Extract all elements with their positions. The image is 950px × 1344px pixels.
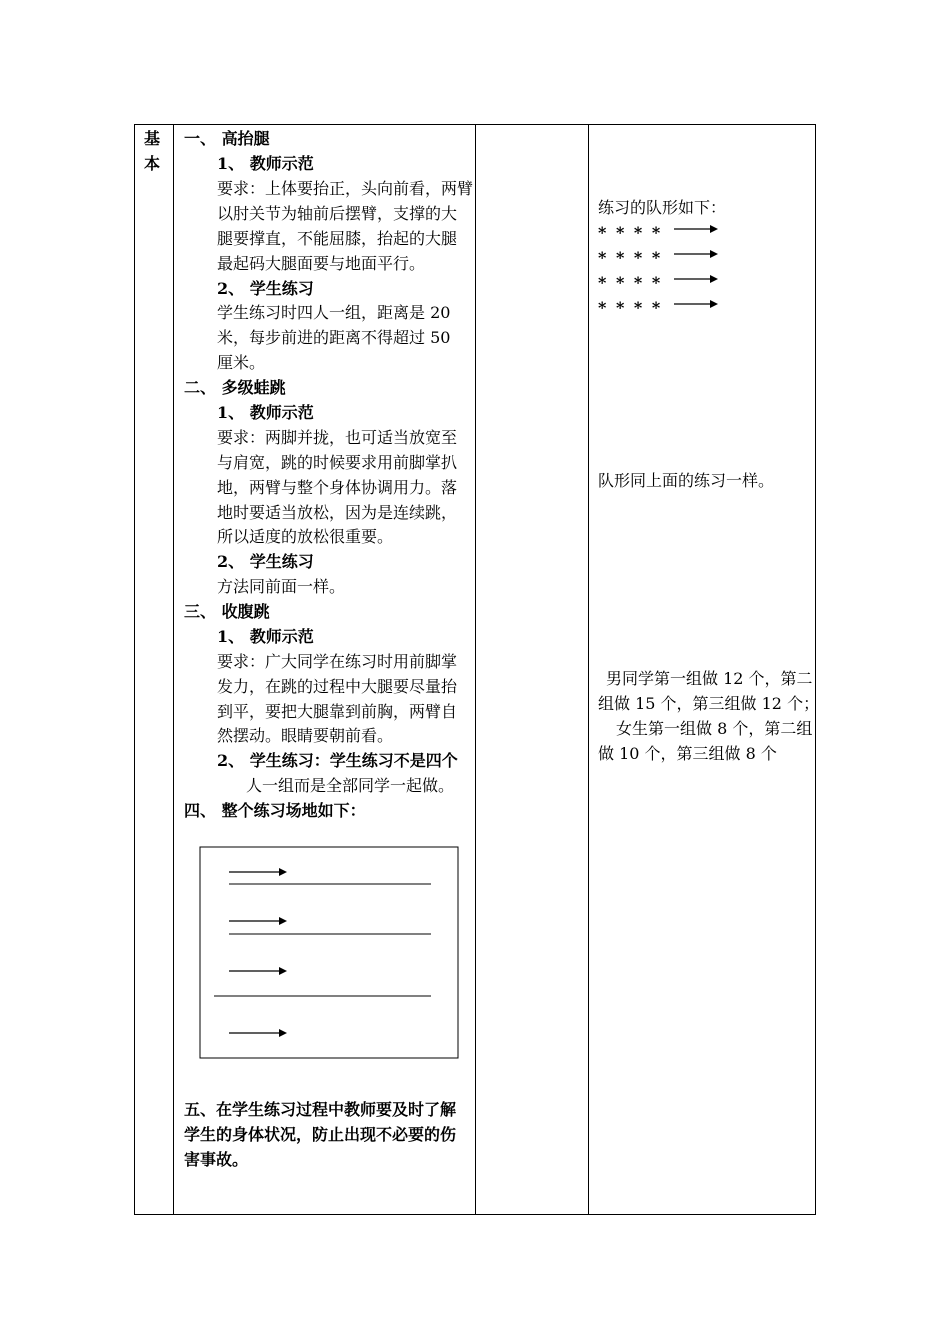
section-4-title: 四、 整个练习场地如下： <box>184 801 366 820</box>
counts-line: 组做 15 个，第三组做 12 个； <box>598 694 820 713</box>
table-border-left <box>134 124 135 1215</box>
section-3-req-line: 发力，在跳的过程中大腿要尽量抬 <box>217 677 458 696</box>
section-2-req-line: 地，两臂与整个身体协调用力。落 <box>217 478 458 497</box>
section-1-demo: 1、 教师示范 <box>217 154 314 173</box>
section-5-line: 五、在学生练习过程中教师要及时了解 <box>184 1100 457 1119</box>
formation-title: 练习的队形如下： <box>598 198 727 217</box>
section-2-practice-text: 方法同前面一样。 <box>217 577 346 596</box>
section-1-req-line: 腿要撑直，不能屈膝，抬起的大腿 <box>217 229 458 248</box>
section-3-req-line: 到平，要把大腿靠到前胸，两臂自 <box>217 702 458 721</box>
category-char-2: 本 <box>144 154 161 173</box>
section-3-req-line: 然摆动。眼睛要朝前看。 <box>217 726 394 745</box>
lane-arrow-icon <box>229 1029 287 1037</box>
section-1-practice: 2、 学生练习 <box>217 279 314 298</box>
same-formation-note: 队形同上面的练习一样。 <box>598 471 775 490</box>
formation-arrow-icon <box>672 247 722 261</box>
category-char-1: 基 <box>144 129 161 148</box>
formation-row: * * * * <box>598 248 663 267</box>
field-boundary <box>200 847 458 1058</box>
section-2-req-line: 地时要适当放松，因为是连续跳， <box>217 503 458 522</box>
section-2-req-line: 所以适度的放松很重要。 <box>217 527 394 546</box>
section-2-req-line: 与肩宽，跳的时候要求用前脚掌扒 <box>217 453 458 472</box>
formation-arrow-icon <box>672 297 722 311</box>
section-2-demo: 1、 教师示范 <box>217 403 314 422</box>
table-border-right <box>815 124 816 1215</box>
section-3-req-line: 要求：广大同学在练习时用前脚掌 <box>217 652 458 671</box>
column-divider-3 <box>588 124 589 1215</box>
lane-arrow-icon <box>229 868 287 876</box>
section-2-req-line: 要求：两脚并拢，也可适当放宽至 <box>217 428 458 447</box>
field-diagram <box>195 842 465 1062</box>
section-1-req-line: 要求：上体要抬正，头向前看，两臂 <box>217 179 474 198</box>
column-divider-2 <box>475 124 476 1215</box>
section-3-practice-line: 2、 学生练习：学生练习不是四个 <box>217 751 458 770</box>
counts-line: 男同学第一组做 12 个，第二 <box>606 669 813 688</box>
section-1-practice-line: 厘米。 <box>217 353 266 372</box>
section-3-title: 三、 收腹跳 <box>184 602 270 621</box>
section-2-practice: 2、 学生练习 <box>217 552 314 571</box>
section-2-title: 二、 多级蛙跳 <box>184 378 286 397</box>
counts-line: 女生第一组做 8 个，第二组 <box>616 719 813 738</box>
formation-arrow-icon <box>672 272 722 286</box>
formation-row: * * * * <box>598 273 663 292</box>
formation-row: * * * * <box>598 223 663 242</box>
section-3-practice-line: 人一组而是全部同学一起做。 <box>246 776 455 795</box>
section-5-line: 害事故。 <box>184 1150 249 1169</box>
lane-arrow-icon <box>229 917 287 925</box>
formation-row: * * * * <box>598 298 663 317</box>
section-1-practice-line: 米，每步前进的距离不得超过 50 <box>217 328 451 347</box>
column-divider-1 <box>173 124 174 1215</box>
lane-arrow-icon <box>229 967 287 975</box>
formation-arrow-icon <box>672 222 722 236</box>
section-1-practice-line: 学生练习时四人一组，距离是 20 <box>217 303 451 322</box>
section-3-demo: 1、 教师示范 <box>217 627 314 646</box>
section-1-title: 一、 高抬腿 <box>184 129 270 148</box>
section-5-line: 学生的身体状况，防止出现不必要的伤 <box>184 1125 457 1144</box>
section-1-req-line: 以肘关节为轴前后摆臂，支撑的大 <box>217 204 458 223</box>
section-1-req-line: 最起码大腿面要与地面平行。 <box>217 254 426 273</box>
counts-line: 做 10 个，第三组做 8 个 <box>598 744 777 763</box>
